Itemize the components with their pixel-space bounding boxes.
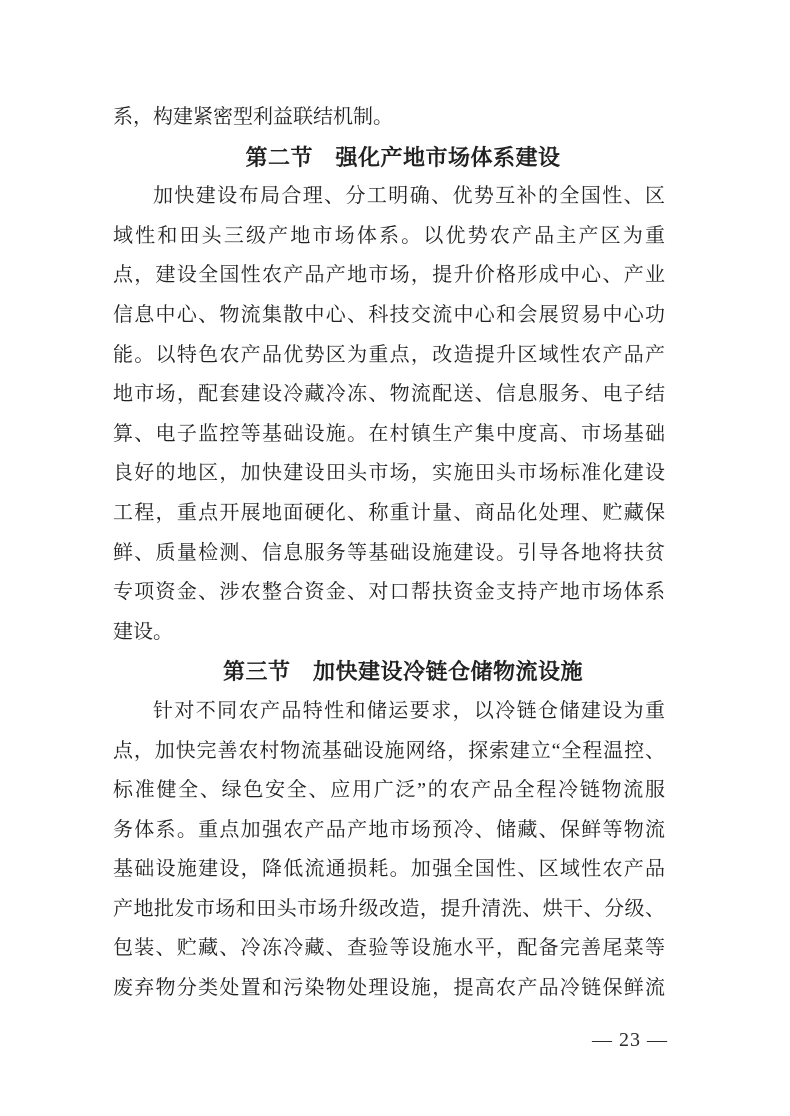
para-line: 建设。 — [113, 620, 173, 643]
para-line: 基础设施建设，降低流通损耗。加强全国性、区域性农产品 — [113, 858, 665, 881]
para-line: 专项资金、涉农整合资金、对口帮扶资金支持产地市场体系 — [113, 581, 665, 604]
para-line: 标准健全、绿色安全、应用广泛”的农产品全程冷链物流服 — [113, 779, 665, 802]
para-line: 地市场，配套建设冷藏冷冻、物流配送、信息服务、电子结 — [113, 383, 665, 406]
para-line: 域性和田头三级产地市场体系。以优势农产品主产区为重 — [113, 224, 665, 247]
section3-heading: 第三节 加快建设冷链仓储物流设施 — [222, 659, 583, 685]
para-line: 算、电子监控等基础设施。在村镇生产集中度高、市场基础 — [113, 422, 665, 445]
para-line: 包装、贮藏、冷冻冷藏、查验等设施水平，配备完善尾菜等 — [113, 937, 665, 960]
para-line: 加快建设布局合理、分工明确、优势互补的全国性、区 — [153, 185, 665, 208]
section2-heading: 第二节 强化产地市场体系建设 — [245, 144, 561, 170]
para-line: 工程，重点开展地面硬化、称重计量、商品化处理、贮藏保 — [113, 501, 665, 524]
para-line: 针对不同农产品特性和储运要求，以冷链仓储建设为重 — [153, 699, 665, 722]
para-line: 务体系。重点加强农产品产地市场预冷、储藏、保鲜等物流 — [113, 818, 665, 841]
para-line: 废弃物分类处置和污染物处理设施，提高农产品冷链保鲜流 — [113, 977, 665, 1000]
para-line: 点，建设全国性农产品产地市场，提升价格形成中心、产业 — [113, 264, 665, 287]
para-line: 信息中心、物流集散中心、科技交流中心和会展贸易中心功 — [113, 303, 665, 326]
para-line-continuation: 系，构建紧密型利益联结机制。 — [113, 106, 393, 128]
para-line: 能。以特色农产品优势区为重点，改造提升区域性农产品产 — [113, 343, 665, 366]
para-line: 产地批发市场和田头市场升级改造，提升清洗、烘干、分级、 — [113, 897, 665, 920]
page-number: — 23 — — [592, 1029, 668, 1051]
para-line: 鲜、质量检测、信息服务等基础设施建设。引导各地将扶贫 — [113, 541, 665, 564]
para-line: 点，加快完善农村物流基础设施网络，探索建立“全程温控、 — [113, 739, 665, 762]
para-line: 良好的地区，加快建设田头市场，实施田头市场标准化建设 — [113, 462, 665, 485]
document-body — [113, 98, 665, 1009]
